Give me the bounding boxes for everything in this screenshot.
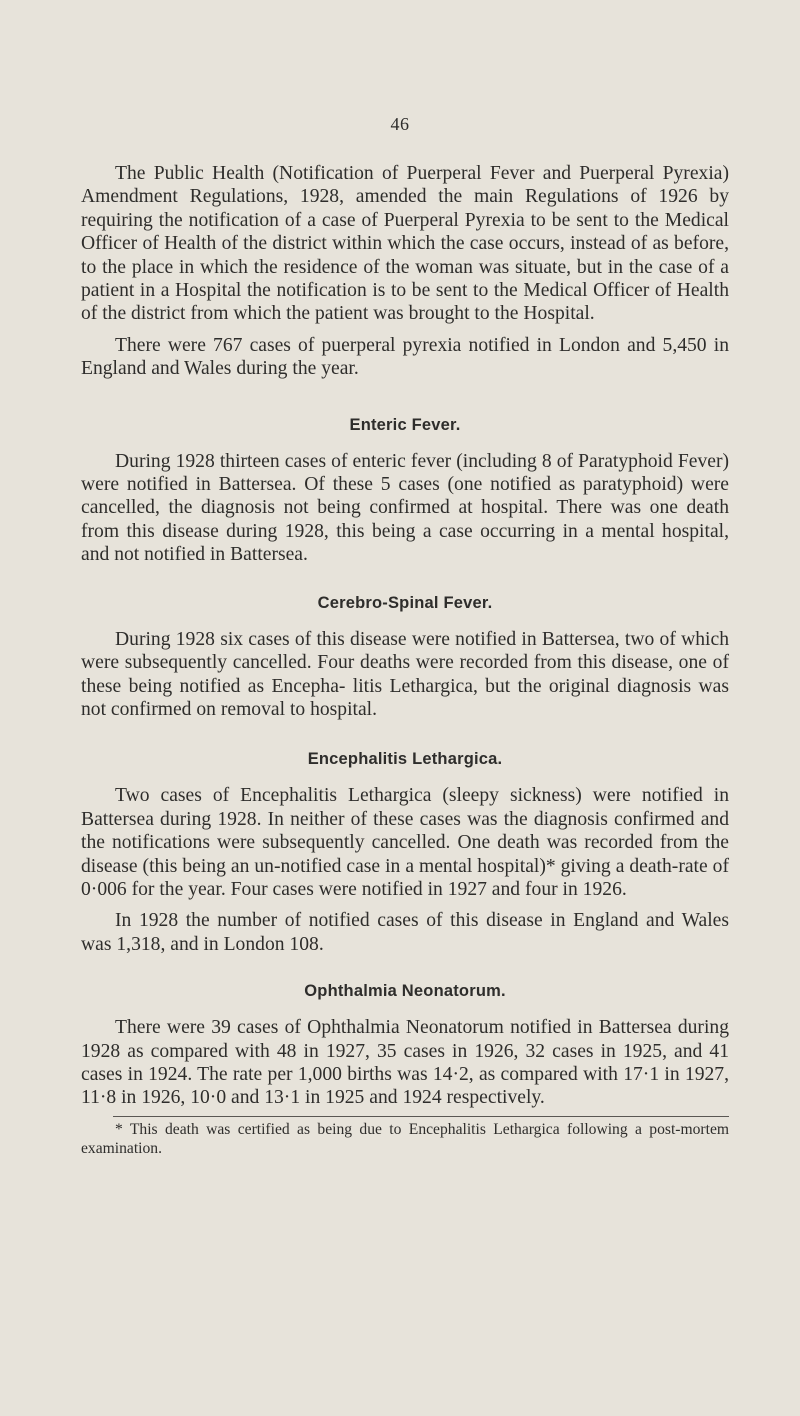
paragraph: During 1928 thirteen cases of enteric fever (including 8 of Paratyphoid Fever) were notified in Battersea. Of these 5 cases (one notified as paratyphoid) were cancelled, the diagnosis not being confirmed at hospital. There was one death from this disease during 1928, this being a case occurring in a mental hospital, and not notified in Battersea.: [81, 450, 729, 566]
section-enteric-fever: [81, 416, 729, 567]
section-cerebro-spinal-fever: [81, 594, 729, 722]
paragraph: There were 39 cases of Ophthalmia Neonatorum notified in Battersea during 1928 as compared with 48 in 1927, 35 cases in 1926, 32 cases in 1925, and 41 cases in 1924. The rate per 1,000 births was 14·2, as compared with 17·1 in 1927, 11·8 in 1926, 10·0 and 13·1 in 1925 and 1924 respectively.: [81, 1017, 729, 1109]
paragraph: There were 767 cases of puerperal pyrexia notified in London and 5,450 in England and Wales during the year.: [81, 334, 729, 380]
section-encephalitis-lethargica: [81, 750, 729, 956]
section-heading: Ophthalmia Neonatorum.: [304, 982, 506, 1001]
paragraph: Two cases of Encephalitis Lethargica (sleepy sickness) were notified in Battersea during 1928. In neither of these cases was the diagnosis confirmed and the notifications were subsequently cancelled. One death was recorded from the disease (this being an un-notified case in a mental hospital)* giving a death-rate of 0·006 for the year. Four cases were notified in 1927 and four in 1926.: [81, 785, 729, 900]
paragraph: During 1928 six cases of this disease were notified in Battersea, two of which were subsequently cancelled. Four deaths were recorded from this disease, one of these being notified as Encepha- litis Lethargica, but the original diagnosis was not confirmed on removal to hospital.: [81, 628, 729, 720]
paragraph: The Public Health (Notification of Puerperal Fever and Puerperal Pyrexia) Amendment Regulations, 1928, amended the main Regulations of 1926 by requiring the notification of a case of Puerperal Pyrexia to be sent to the Medical Officer of Health of the district within which the case occurs, instead of as before, to the place in which the residence of the woman was situate, but in the case of a patient in a Hospital the notification is to be sent to the Medical Officer of Health of the district from which the patient was brought to the Hospital.: [81, 163, 729, 325]
section-heading: Cerebro-Spinal Fever.: [317, 593, 493, 612]
page-content: [81, 162, 729, 1158]
paragraph: In 1928 the number of notified cases of this disease in England and Wales was 1,318, and in London 108.: [81, 910, 729, 955]
footnote: * This death was certified as being due to Encephalitis Lethargica following a post-mortem examination.: [81, 1120, 729, 1157]
section-heading: Encephalitis Lethargica.: [307, 750, 503, 769]
page-number: 46: [390, 114, 410, 134]
footnote-divider: [113, 1116, 729, 1117]
section-heading: Enteric Fever.: [349, 415, 461, 434]
section-ophthalmia-neonatorum: [81, 982, 729, 1110]
section-puerperal-pyrexia: [81, 162, 729, 381]
